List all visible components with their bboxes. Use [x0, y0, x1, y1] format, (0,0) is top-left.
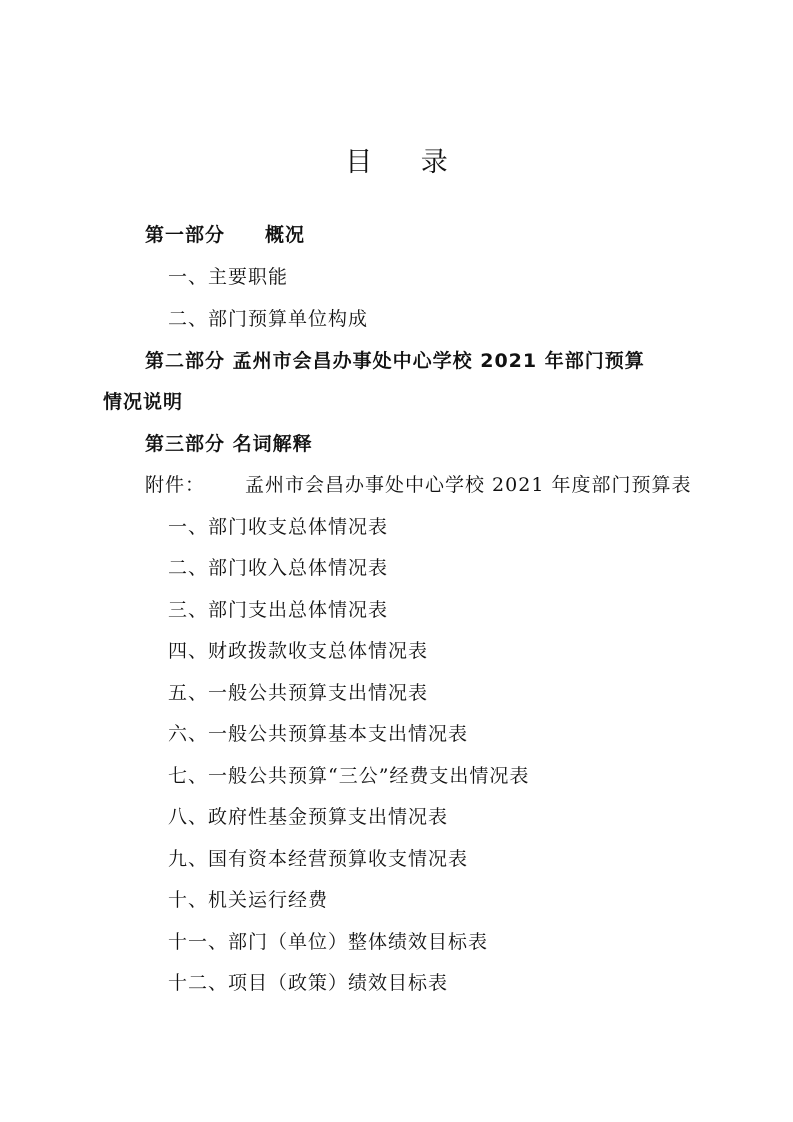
- appendix-name: 孟州市会昌办事处中心学校 2021 年度部门预算表: [245, 474, 692, 496]
- toc-item: 一、部门收支总体情况表: [168, 516, 389, 538]
- toc-part3-heading: 第三部分 名词解释: [145, 433, 313, 455]
- appendix-label: 附件：: [145, 474, 206, 496]
- toc-item: 十二、项目（政策）绩效目标表: [168, 972, 449, 994]
- toc-item: 二、部门收入总体情况表: [168, 557, 389, 579]
- toc-item: 八、政府性基金预算支出情况表: [168, 806, 449, 828]
- page-title: 目 录: [345, 147, 468, 178]
- toc-appendix-heading: [145, 470, 691, 497]
- toc-item: 七、一般公共预算“三公”经费支出情况表: [168, 765, 530, 787]
- toc-item: 九、国有资本经营预算收支情况表: [168, 848, 469, 870]
- toc-item: 六、一般公共预算基本支出情况表: [168, 723, 469, 745]
- part1-label: 第一部分: [145, 224, 226, 246]
- toc-item: 三、部门支出总体情况表: [168, 599, 389, 621]
- toc-item: 四、财政拨款收支总体情况表: [168, 640, 429, 662]
- toc-item: 十一、部门（单位）整体绩效目标表: [168, 931, 489, 953]
- toc-part1-heading: [145, 220, 305, 247]
- toc-part2-heading-cont: 情况说明: [103, 391, 184, 413]
- part1-name: 概况: [265, 224, 306, 246]
- toc-item: 二、部门预算单位构成: [168, 308, 369, 330]
- toc-part2-heading: 第二部分 孟州市会昌办事处中心学校 2021 年部门预算: [145, 350, 645, 372]
- toc-item: 一、主要职能: [168, 266, 289, 288]
- toc-item: 五、一般公共预算支出情况表: [168, 682, 429, 704]
- toc-item: 十、机关运行经费: [168, 889, 329, 911]
